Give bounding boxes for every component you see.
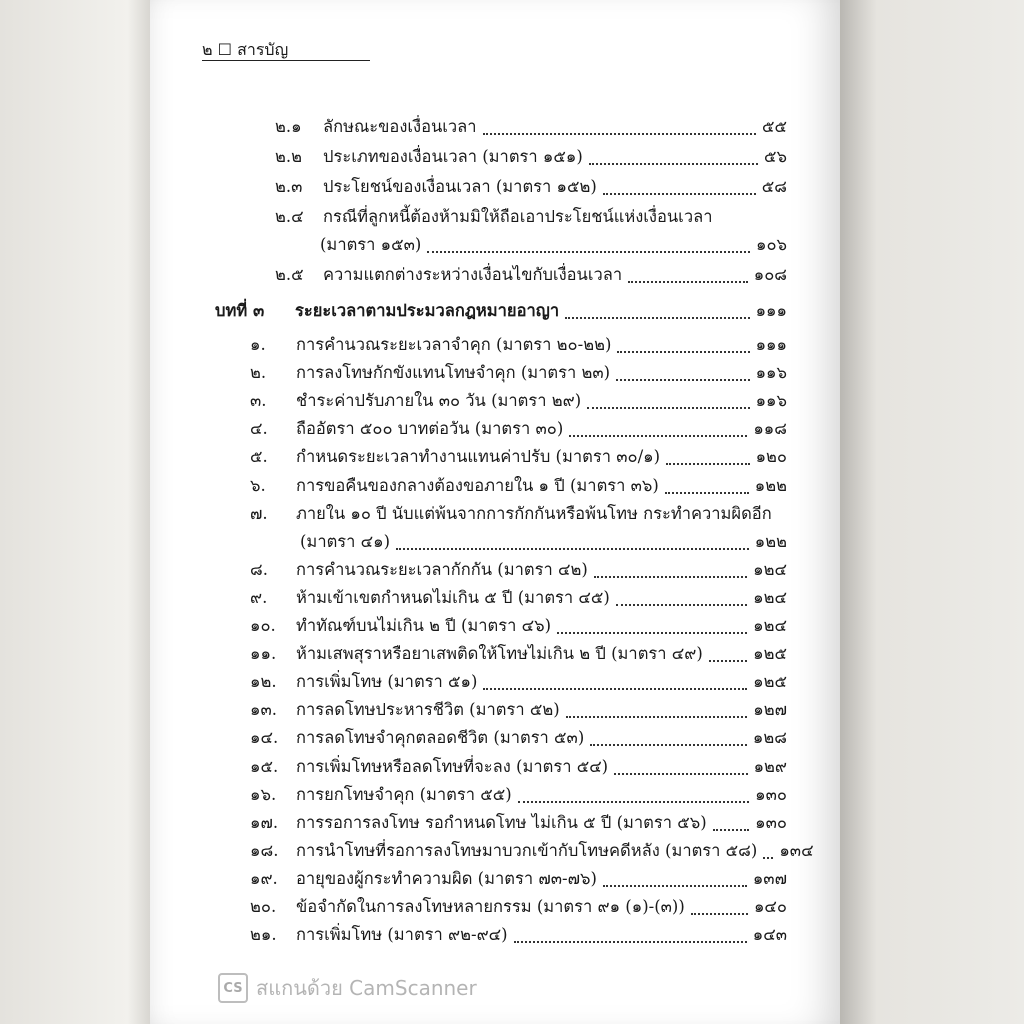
- entry-title: การคำนวณระยะเวลากักกัน (มาตรา ๔๒): [296, 560, 588, 579]
- entry-title: ระยะเวลาตามประมวลกฎหมายอาญา: [295, 301, 560, 320]
- toc-subsection-entry: [275, 142, 787, 170]
- entry-number: ๓.: [250, 391, 267, 410]
- toc-item-entry: [250, 414, 787, 442]
- toc-subsection-entry: [275, 202, 787, 230]
- toc-item-entry: [250, 358, 787, 386]
- entry-page-number: ๑๓๗: [752, 869, 787, 888]
- entry-page-number: ๑๔๐: [753, 897, 787, 916]
- entry-page-number: ๕๕: [762, 117, 787, 136]
- dot-leader: [691, 913, 748, 915]
- toc-item-entry: [250, 611, 787, 639]
- entry-title: การเพิ่มโทษ (มาตรา ๙๒-๙๔): [296, 925, 508, 944]
- dot-leader: [396, 548, 749, 550]
- book-spine-shadow: [840, 0, 1024, 1024]
- entry-title: การลงโทษกักขังแทนโทษจำคุก (มาตรา ๒๓): [296, 363, 611, 382]
- dot-leader: [483, 688, 747, 690]
- entry-number: ๑๓.: [250, 700, 277, 719]
- entry-title: การเพิ่มโทษหรือลดโทษที่จะลง (มาตรา ๕๔): [296, 757, 609, 776]
- dot-leader: [763, 857, 773, 859]
- entry-number: ๔.: [250, 419, 268, 438]
- entry-number: ๒.: [250, 363, 267, 382]
- camscanner-logo: CS: [218, 973, 248, 1003]
- entry-title: กรณีที่ลูกหนี้ต้องห้ามมิให้ถือเอาประโยชน์แห่งเงื่อนเวลา: [323, 207, 713, 226]
- entry-title: การคำนวณระยะเวลาจำคุก (มาตรา ๒๐-๒๒): [296, 335, 612, 354]
- entry-number: ๑.: [250, 335, 266, 354]
- dot-leader: [587, 407, 749, 409]
- entry-title: อายุของผู้กระทำความผิด (มาตรา ๗๓-๗๖): [296, 869, 597, 888]
- dot-leader: [616, 379, 749, 381]
- entry-number: ๑๕.: [250, 757, 279, 776]
- entry-number: ๒.๓: [275, 177, 303, 196]
- toc-item-entry: [250, 330, 787, 358]
- watermark-text: สแกนด้วย CamScanner: [256, 976, 477, 1000]
- dot-leader: [713, 829, 750, 831]
- toc-item-entry: [250, 667, 787, 695]
- entry-page-number: ๑๒๔: [753, 588, 787, 607]
- entry-number: ๑๒.: [250, 672, 277, 691]
- dot-leader: [628, 281, 748, 283]
- dot-leader: [589, 163, 758, 165]
- toc-item-entry: [250, 752, 787, 780]
- entry-title: การเพิ่มโทษ (มาตรา ๕๑): [296, 672, 478, 691]
- entry-title: กำหนดระยะเวลาทำงานแทนค่าปรับ (มาตรา ๓๐/๑): [296, 447, 661, 466]
- toc-item-entry: [250, 471, 787, 499]
- entry-page-number: ๑๒๕: [753, 644, 787, 663]
- entry-number: บทที่ ๓: [215, 301, 265, 320]
- toc-item-entry: [250, 583, 787, 611]
- entry-page-number: ๑๑๘: [753, 419, 787, 438]
- dot-leader: [616, 604, 747, 606]
- entry-title: การรอการลงโทษ รอกำหนดโทษ ไม่เกิน ๕ ปี (มาตรา ๕๖): [296, 813, 707, 832]
- entry-page-number: ๑๒๔: [753, 560, 787, 579]
- document-page: [150, 0, 840, 1024]
- entry-number: ๑๐.: [250, 616, 276, 635]
- entry-page-number: ๕๖: [764, 147, 787, 166]
- entry-number: ๑๙.: [250, 869, 278, 888]
- toc-item-entry: [250, 442, 787, 470]
- entry-title: (มาตรา ๑๕๓): [320, 235, 422, 254]
- entry-title: ห้ามเสพสุราหรือยาเสพติดให้โทษไม่เกิน ๒ ปี (มาตรา ๔๙): [296, 644, 703, 663]
- dot-leader: [518, 801, 749, 803]
- entry-number: ๖.: [250, 476, 266, 495]
- entry-page-number: ๑๐๖: [755, 235, 787, 254]
- entry-page-number: ๑๐๘: [753, 265, 787, 284]
- entry-title: (มาตรา ๔๑): [300, 532, 391, 551]
- entry-number: ๕.: [250, 447, 268, 466]
- entry-title: ข้อจำกัดในการลงโทษหลายกรรม (มาตรา ๙๑ (๑)-(๓)): [296, 897, 685, 916]
- toc-item-entry: [250, 555, 787, 583]
- entry-title: ประเภทของเงื่อนเวลา (มาตรา ๑๕๑): [323, 147, 583, 166]
- entry-page-number: ๑๑๑: [755, 301, 787, 320]
- dot-leader: [557, 632, 747, 634]
- entry-number: ๙.: [250, 588, 268, 607]
- entry-page-number: ๑๒๐: [755, 447, 787, 466]
- toc-item-entry: [250, 808, 787, 836]
- entry-title: ชำระค่าปรับภายใน ๓๐ วัน (มาตรา ๒๙): [296, 391, 582, 410]
- entry-number: ๑๔.: [250, 728, 279, 747]
- entry-number: ๒๑.: [250, 925, 277, 944]
- entry-number: ๒.๕: [275, 265, 304, 284]
- toc-subsection-entry: [275, 260, 787, 288]
- dot-leader: [590, 744, 747, 746]
- toc-item-entry: [250, 780, 787, 808]
- toc-subsection-entry: [275, 112, 787, 140]
- entry-page-number: ๑๓๐: [755, 813, 787, 832]
- dot-leader: [566, 716, 748, 718]
- toc-item-entry: [250, 864, 787, 892]
- entry-number: ๒.๒: [275, 147, 302, 166]
- entry-number: ๗.: [250, 504, 268, 523]
- entry-page-number: ๑๒๕: [753, 672, 787, 691]
- entry-page-number: ๑๔๓: [752, 925, 787, 944]
- entry-page-number: ๑๒๙: [753, 757, 787, 776]
- entry-number: ๑๑.: [250, 644, 277, 663]
- toc-item-entry: [292, 527, 787, 555]
- entry-page-number: ๑๒๔: [753, 616, 787, 635]
- toc-item-entry: [250, 386, 787, 414]
- camscanner-watermark: [218, 972, 477, 1004]
- entry-title: ถืออัตรา ๕๐๐ บาทต่อวัน (มาตรา ๓๐): [296, 419, 564, 438]
- entry-page-number: ๑๑๖: [755, 391, 787, 410]
- entry-number: ๑๘.: [250, 841, 279, 860]
- toc-item-entry: [250, 892, 787, 920]
- toc-chapter-entry: [215, 296, 787, 324]
- entry-page-number: ๑๒๒: [754, 476, 787, 495]
- entry-title: การลดโทษประหารชีวิต (มาตรา ๕๒): [296, 700, 560, 719]
- entry-page-number: ๑๒๘: [752, 728, 787, 747]
- dot-leader: [603, 193, 756, 195]
- entry-page-number: ๑๒๗: [753, 700, 787, 719]
- entry-page-number: ๑๒๒: [754, 532, 787, 551]
- toc-item-entry: [250, 499, 787, 527]
- dot-leader: [614, 773, 747, 775]
- dot-leader: [617, 351, 749, 353]
- entry-page-number: ๕๘: [761, 177, 787, 196]
- entry-title: การยกโทษจำคุก (มาตรา ๕๕): [296, 785, 512, 804]
- entry-number: ๘.: [250, 560, 268, 579]
- entry-title: การขอคืนของกลางต้องขอภายใน ๑ ปี (มาตรา ๓๖): [296, 476, 659, 495]
- entry-page-number: ๑๑๖: [755, 363, 787, 382]
- dot-leader: [514, 941, 747, 943]
- dot-leader: [603, 885, 747, 887]
- entry-title: ห้ามเข้าเขตกำหนดไม่เกิน ๕ ปี (มาตรา ๔๕): [296, 588, 610, 607]
- entry-title: ความแตกต่างระหว่างเงื่อนไขกับเงื่อนเวลา: [323, 265, 623, 284]
- dot-leader: [565, 317, 749, 319]
- entry-page-number: ๑๓๔: [779, 841, 814, 860]
- entry-title: ลักษณะของเงื่อนเวลา: [323, 117, 477, 136]
- toc-item-entry: [250, 920, 787, 948]
- toc-item-entry: [250, 723, 787, 751]
- dot-leader: [483, 133, 756, 135]
- entry-number: ๑๖.: [250, 785, 277, 804]
- facing-page-edge: [0, 0, 150, 1024]
- header-rule: [202, 60, 370, 61]
- dot-leader: [665, 492, 749, 494]
- entry-title: ทำทัณฑ์บนไม่เกิน ๒ ปี (มาตรา ๔๖): [296, 616, 552, 635]
- entry-number: ๑๗.: [250, 813, 279, 832]
- entry-title: ภายใน ๑๐ ปี นับแต่พ้นจากการกักกันหรือพ้นโทษ กระทำความผิดอีก: [296, 504, 772, 523]
- entry-number: ๒๐.: [250, 897, 277, 916]
- running-header: ๒ ☐ สารบัญ: [202, 40, 289, 59]
- toc-subsection-entry: [312, 230, 787, 258]
- entry-title: การนำโทษที่รอการลงโทษมาบวกเข้ากับโทษคดีหลัง (มาตรา ๕๘): [296, 841, 758, 860]
- dot-leader: [569, 435, 747, 437]
- entry-page-number: ๑๑๑: [755, 335, 787, 354]
- dot-leader: [666, 463, 750, 465]
- entry-title: การลดโทษจำคุกตลอดชีวิต (มาตรา ๕๓): [296, 728, 585, 747]
- toc-subsection-entry: [275, 172, 787, 200]
- dot-leader: [594, 576, 747, 578]
- entry-number: ๒.๑: [275, 117, 302, 136]
- dot-leader: [709, 660, 747, 662]
- entry-number: ๒.๔: [275, 207, 304, 226]
- entry-title: ประโยชน์ของเงื่อนเวลา (มาตรา ๑๕๒): [323, 177, 597, 196]
- dot-leader: [427, 251, 750, 253]
- entry-page-number: ๑๓๐: [755, 785, 787, 804]
- toc-item-entry: [250, 695, 787, 723]
- toc-item-entry: [250, 836, 814, 864]
- toc-item-entry: [250, 639, 787, 667]
